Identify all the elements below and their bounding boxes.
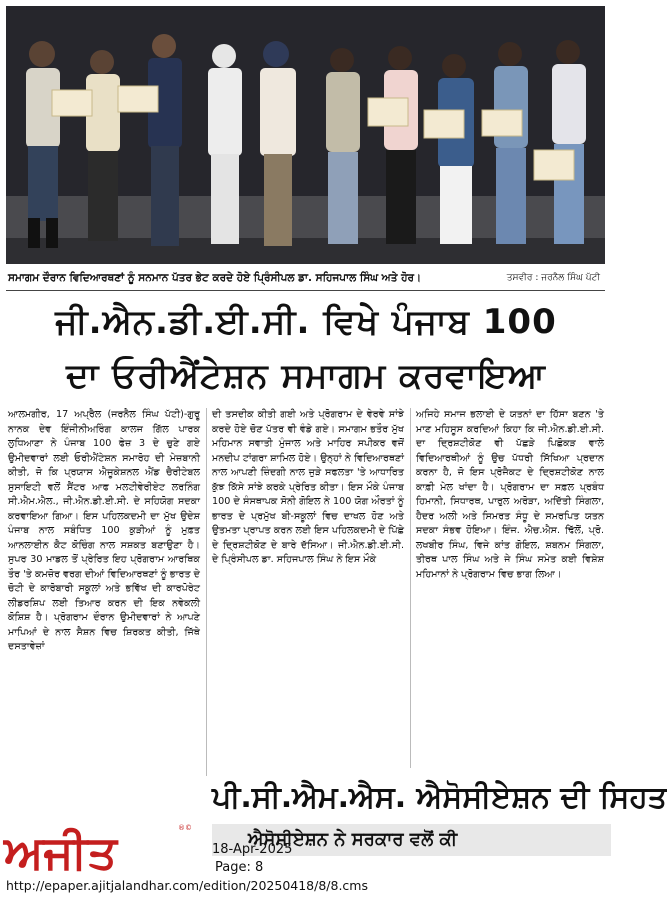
next-story-headline: ਪੀ.ਸੀ.ਐਮ.ਐਸ. ਐਸੋਸੀਏਸ਼ਨ ਦੀ ਸਿਹਤ [212, 780, 667, 815]
edition-date: 18-Apr-2025 [212, 842, 293, 857]
column-divider [206, 408, 207, 776]
article-column-1: ਆਲਮਗੀਰ, 17 ਅਪ੍ਰੈਲ (ਜਰਨੈਲ ਸਿੰਘ ਪੱਟੀ)-ਗੁਰੂ ਨਾਨਕ ਦੇਵ ਇੰਜੀਨੀਅਰਿੰਗ ਕਾਲਜ ਗਿੱਲ ਪਾਰਕ ਲੁਧਿਆਣਾ ਨੇ ਪੰਜਾਬ 100 ਫੇਜ਼ 3 ਦੇ ਚੁਣੇ ਗਏ ਉਮੀਦਵਾਰਾਂ ਲਈ ਓਰੀਐਂਟੇਸ਼ਨ ਸਮਾਰੋਹ ਦੀ ਮੇਜ਼ਬਾਨੀ ਕੀਤੀ, ਜੋ ਕਿ ਪ੍ਰਯਾਸ ਐਜੂਕੇਸ਼ਨਲ ਐਂਡ ਚੈਰੀਟੇਬਲ ਸੁਸਾਇਟੀ ਵਲੋਂ ਸੈਂਟਰ ਆਫ ਮਲਟੀਵੇਰੀਏਟ ਲਰਨਿੰਗ ਸੀ.ਐਮ.ਐਲ., ਜੀ.ਐਨ.ਡੀ.ਈ.ਸੀ. ਦੇ ਸਹਿਯੋਗ ਸਦਕਾ ਕਰਵਾਇਆ ਗਿਆ। ਇਸ ਪਹਿਲਕਦਮੀ ਦਾ ਮੁੱਖ ਉਦੇਸ਼ ਪੰਜਾਬ ਨਾਲ ਸਬੰਧਿਤ 100 ਕੁੜੀਆਂ ਨੂੰ ਮੁਫ਼ਤ ਆਨਲਾਈਨ ਕੈਟ ਕੋਚਿੰਗ ਨਾਲ ਸਸ਼ਕਤ ਬਣਾਉਣਾ ਹੈ। ਸੁਪਰ 30 ਮਾਡਲ ਤੋਂ ਪ੍ਰੇਰਿਤ ਇਹ ਪ੍ਰੋਗਰਾਮ ਆਰਥਿਕ ਤੌਰ 'ਤੇ ਕਮਜ਼ੋਰ ਵਰਗ ਦੀਆਂ ਵਿਦਿਆਰਥਣਾਂ ਨੂੰ ਭਾਰਤ ਦੇ ਚੋਟੀ ਦੇ ਕਾਰੋਬਾਰੀ ਸਕੂਲਾਂ ਅਤੇ ਭਵਿੱਖ ਦੀ ਕਾਰਪੋਰੇਟ ਲੀਡਰਸ਼ਿਪ ਲਈ ਤਿਆਰ ਕਰਨ ਦੀ ਇਕ ਨਵੇਕਲੀ ਕੋਸ਼ਿਸ਼ ਹੈ। ਪ੍ਰੋਗਰਾਮ ਦੌਰਾਨ ਉਮੀਦਵਾਰਾਂ ਨੇ ਆਪਣੇ ਮਾਪਿਆਂ ਦੇ ਨਾਲ ਸੈਸ਼ਨ ਵਿਚ ਸ਼ਿਰਕਤ ਕੀਤੀ, ਜਿੱਥੇ ਦਸਤਾਵੇਜ਼ਾਂ [8, 409, 200, 652]
article-column-2: ਦੀ ਤਸਦੀਕ ਕੀਤੀ ਗਈ ਅਤੇ ਪ੍ਰੋਗਰਾਮ ਦੇ ਵੇਰਵੇ ਸਾਂਝੇ ਕਰਦੇ ਹੋਏ ਚੋਣ ਪੱਤਰ ਵੀ ਵੰਡੇ ਗਏ। ਸਮਾਗਮ ਭਤੌਰ ਮੁੱਖ ਮਹਿਮਾਨ ਸਵਾਤੀ ਮੁੰਜਾਲ ਅਤੇ ਮਾਹਿਰ ਸਪੀਕਰ ਵਜੋਂ ਮਨਦੀਪ ਟਾਂਗਰਾ ਸ਼ਾਮਿਲ ਹੋਏ। ਉਨ੍ਹਾਂ ਨੇ ਵਿਦਿਆਰਥਣਾਂ ਨਾਲ ਆਪਣੀ ਜ਼ਿੰਦਗੀ ਨਾਲ ਜੁੜੇ ਸਫਲਤਾ 'ਤੇ ਆਧਾਰਿਤ ਕੁੱਝ ਕਿੱਸੇ ਸਾਂਝੇ ਕਰਕੇ ਪ੍ਰੇਰਿਤ ਕੀਤਾ। ਇਸ ਮੌਕੇ ਪੰਜਾਬ 100 ਦੇ ਸੰਸਥਾਪਕ ਸੋਨੀ ਗੋਇਲ ਨੇ 100 ਯੋਗ ਔਰਤਾਂ ਨੂੰ ਭਾਰਤ ਦੇ ਪ੍ਰਮੁੱਖ ਬੀ-ਸਕੂਲਾਂ ਵਿਚ ਦਾਖਲ ਹੋਣ ਅਤੇ ਉਤਮਤਾ ਪ੍ਰਾਪਤ ਕਰਨ ਲਈ ਇਸ ਪਹਿਲਕਦਮੀ ਦੇ ਪਿੱਛੇ ਦੇ ਦ੍ਰਿਸ਼ਟੀਕੋਣ ਦੇ ਬਾਰੇ ਦੱਸਿਆ। ਜੀ.ਐਨ.ਡੀ.ਈ.ਸੀ. ਦੇ ਪ੍ਰਿੰਸੀਪਲ ਡਾ. ਸਹਿਜਪਾਲ ਸਿੰਘ ਨੇ ਇਸ ਮੌਕੇ [212, 409, 404, 565]
registered-mark: ®© [178, 824, 192, 832]
column-divider [410, 408, 411, 768]
ajit-logo [4, 822, 194, 879]
caption-text: ਸਮਾਗਮ ਦੌਰਾਨ ਵਿਦਿਆਰਥਣਾਂ ਨੂੰ ਸਨਮਾਨ ਪੱਤਰ ਭੇਟ ਕਰਦੇ ਹੋਏ ਪ੍ਰਿੰਸੀਪਲ ਡਾ. ਸਹਿਜਪਾਲ ਸਿੰਘ ਅਤੇ ਹੋਰ। [8, 272, 422, 284]
epaper-url[interactable]: http://epaper.ajitjalandhar.com/edition/20250418/8/8.cms [6, 878, 368, 893]
edition-page: Page: 8 [215, 860, 264, 875]
photo-caption [8, 268, 604, 288]
headline-line-1: ਜੀ.ਐਨ.ਡੀ.ਈ.ਸੀ. ਵਿਖੇ ਪੰਜਾਬ 100 [55, 302, 557, 342]
caption-divider [6, 290, 605, 291]
article-column-3: ਅਜਿਹੇ ਸਮਾਜ ਭਲਾਈ ਦੇ ਯਤਨਾਂ ਦਾ ਹਿੱਸਾ ਬਣਨ 'ਤੇ ਮਾਣ ਮਹਿਸੂਸ ਕਰਦਿਆਂ ਕਿਹਾ ਕਿ ਜੀ.ਐਨ.ਡੀ.ਈ.ਸੀ. ਦਾ ਦ੍ਰਿਸ਼ਟੀਕੋਣ ਵੀ ਪੱਛੜੇ ਪਿਛੋਕੜ ਵਾਲੇ ਵਿਦਿਆਰਥੀਆਂ ਨੂੰ ਉਚ ਪੱਧਰੀ ਸਿੱਖਿਆ ਪ੍ਰਦਾਨ ਕਰਨਾ ਹੈ, ਜੋ ਇਸ ਪ੍ਰੋਜੈਕਟ ਦੇ ਦ੍ਰਿਸ਼ਟੀਕੋਣ ਨਾਲ ਕਾਫ਼ੀ ਮੇਲ ਖਾਂਦਾ ਹੈ। ਪ੍ਰੋਗਰਾਮ ਦਾ ਸਫ਼ਲ ਪ੍ਰਬੰਧ ਹਿਮਾਨੀ, ਸਿਧਾਰਥ, ਪਾਰੁਲ ਅਰੋੜਾ, ਅਦਿੱਤੀ ਸਿੰਗਲਾ, ਹੈਦਰ ਅਲੀ ਅਤੇ ਸਿਮਰਤ ਸੰਧੂ ਦੇ ਸਮਰਪਿਤ ਯਤਨ ਸਦਕਾ ਸੰਭਵ ਹੋਇਆ। ਇੰਜ. ਐਚ.ਐਸ. ਢਿੱਲੋਂ, ਪ੍ਰੋ. ਲਖਬੀਰ ਸਿੰਘ, ਵਿਜੇ ਕਾਂਤ ਗੋਇਲ, ਸ਼ਬਨਮ ਸਿੰਗਲਾ, ਤੀਰਥ ਪਾਲ ਸਿੰਘ ਅਤੇ ਜੇ ਸਿੰਘ ਸਮੇਤ ਕਈ ਵਿਸ਼ੇਸ਼ ਮਹਿਮਾਨਾਂ ਨੇ ਪ੍ਰੋਗਰਾਮ ਵਿਚ ਭਾਗ ਲਿਆ। [416, 409, 604, 580]
photo-credit: ਤਸਵੀਰ : ਜਰਨੈਲ ਸਿੰਘ ਪੱਟੀ [506, 273, 600, 283]
logo-text: ਅਜੀਤ [4, 825, 117, 879]
ajit-logo-mark [4, 822, 184, 879]
news-photo [6, 6, 605, 264]
next-story-subhead: ਐਸੋਸੀਏਸ਼ਨ ਨੇ ਸਰਕਾਰ ਵਲੋਂ ਕੀ [212, 824, 611, 856]
photo-illustration [6, 6, 605, 264]
headline-line-2: ਦਾ ਓਰੀਐਂਟੇਸ਼ਨ ਸਮਾਗਮ ਕਰਵਾਇਆ [66, 356, 546, 396]
